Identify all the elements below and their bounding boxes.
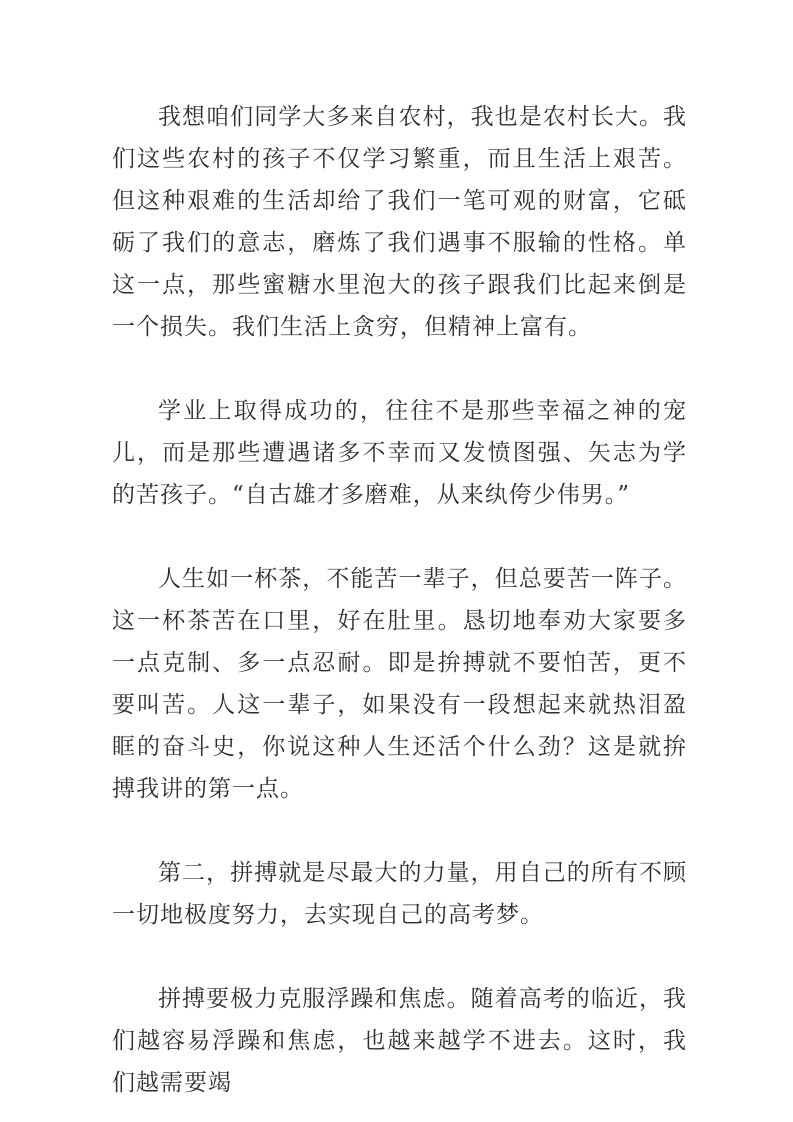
paragraph-2: 学业上取得成功的，往往不是那些幸福之神的宠儿，而是那些遭遇诸多不幸而又发愤图强、矢志为学的苦孩子。“自古雄才多磨难，从来纨侉少伟男。” <box>112 398 687 508</box>
paragraph-1: 我想咱们同学大多来自农村，我也是农村长大。我们这些农村的孩子不仅学习繁重，而且生活上艰苦。但这种艰难的生活却给了我们一笔可观的财富，它砥砺了我们的意志，磨炼了我们遇事不服输的性格。单这一点，那些蜜糖水里泡大的孩子跟我们比起来倒是一个损失。我们生活上贪穷，但精神上富有。 <box>112 104 687 340</box>
paragraph-5: 拼搏要极力克服浮躁和焦虑。随着高考的临近，我们越容易浮躁和焦虑，也越来越学不进去。这时，我们越需要竭 <box>112 986 687 1096</box>
paragraph-3: 人生如一杯茶，不能苦一辈子，但总要苦一阵子。这一杯茶苦在口里，好在肚里。恳切地奉劝大家要多一点克制、多一点忍耐。即是拚搏就不要怕苦，更不要叫苦。人这一辈子，如果没有一段想起来就热泪盈眶的奋斗史，你说这种人生还活个什么劲？这是就拚搏我讲的第一点。 <box>112 566 687 802</box>
paragraph-4: 第二，拼搏就是尽最大的力量，用自己的所有不顾一切地极度努力，去实现自己的高考梦。 <box>112 860 687 928</box>
